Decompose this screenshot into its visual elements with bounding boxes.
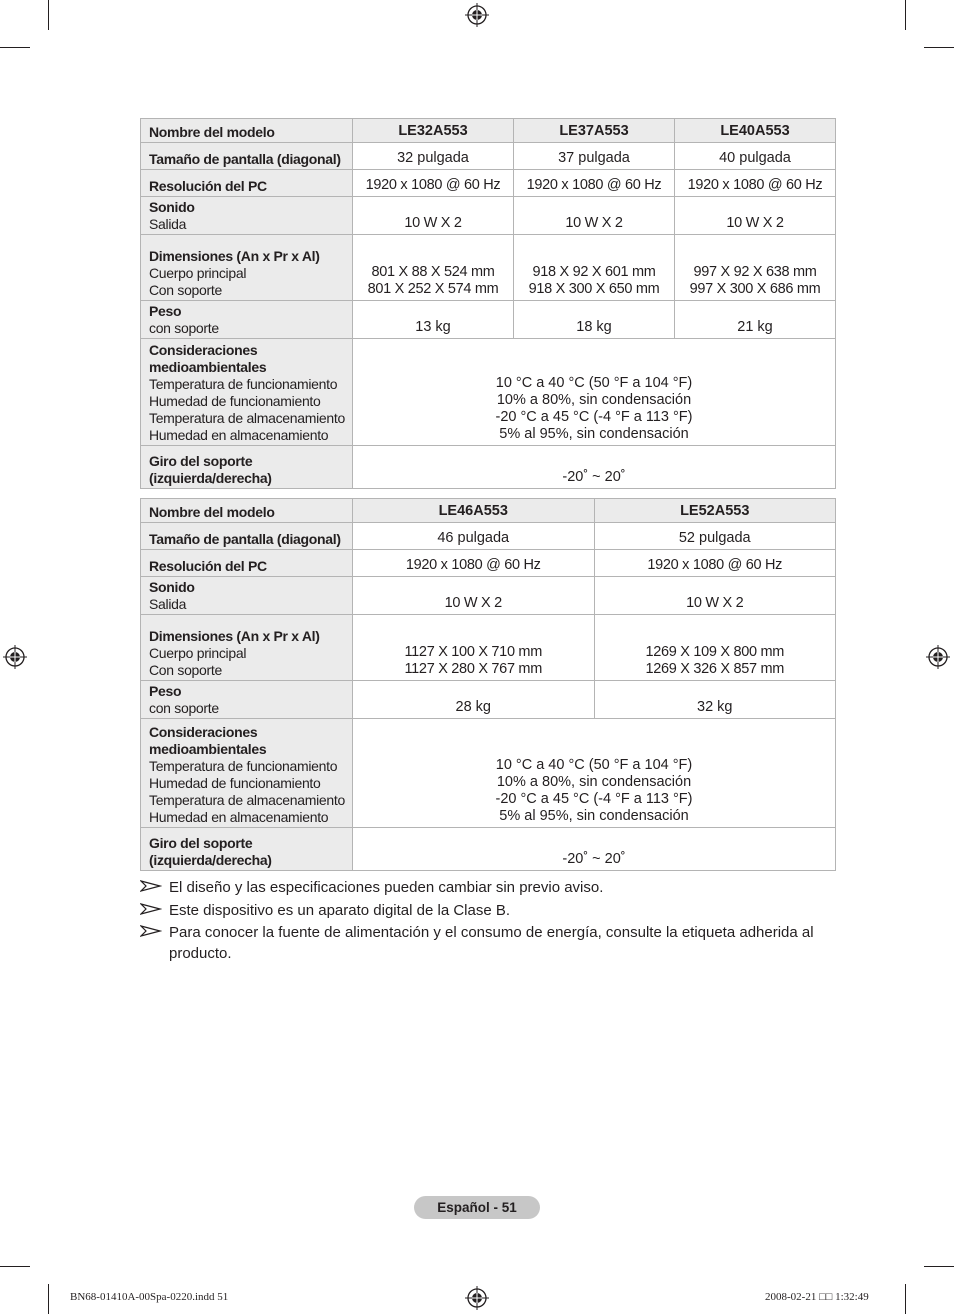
env-label: medioambientales — [149, 359, 267, 375]
crop-mark — [924, 1266, 954, 1267]
model-label: Nombre del modelo — [149, 124, 275, 140]
row-label — [141, 681, 353, 719]
table-row — [141, 143, 836, 170]
env-sub: Humedad de funcionamiento — [149, 775, 321, 791]
env-value: 5% al 95%, sin condensación — [499, 426, 689, 442]
row-label — [141, 499, 353, 523]
dim-body: 801 X 88 X 524 mm — [371, 264, 495, 280]
note-text: Para conocer la fuente de alimentación y el consumo de energía, consulte la etiqueta adherida al producto. — [169, 924, 814, 962]
model-name: LE37A553 — [514, 119, 675, 143]
table-row — [141, 339, 836, 446]
model-name: LE32A553 — [353, 119, 514, 143]
swivel-label: Giro del soporte — [149, 453, 253, 469]
sound-sub: Salida — [149, 596, 187, 612]
table-row — [141, 550, 836, 577]
table-row — [141, 615, 836, 681]
env-values — [353, 719, 836, 828]
dimensions-sub: Cuerpo principal — [149, 265, 247, 281]
row-label — [141, 197, 353, 235]
note-text: Este dispositivo es un aparato digital de la Clase B. — [169, 901, 511, 919]
resolution: 1920 x 1080 @ 60 Hz — [675, 170, 836, 197]
screen-size: 40 pulgada — [675, 143, 836, 170]
model-name: LE46A553 — [353, 499, 595, 523]
env-sub: Humedad en almacenamiento — [149, 427, 329, 443]
dimensions-label: Dimensiones (An x Pr x Al) — [149, 248, 320, 264]
sound-output: 10 W X 2 — [514, 197, 675, 235]
env-value: -20 °C a 45 °C (-4 °F a 113 °F) — [495, 409, 693, 425]
dim-stand: 997 X 300 X 686 mm — [689, 281, 821, 297]
note-arrow-icon — [140, 901, 162, 919]
resolution-label: Resolución del PC — [149, 558, 267, 574]
weight-sub: con soporte — [149, 320, 219, 336]
weight-label: Peso — [149, 683, 182, 699]
sound-output: 10 W X 2 — [353, 197, 514, 235]
crop-mark — [48, 0, 49, 30]
screen-size: 32 pulgada — [353, 143, 514, 170]
env-sub: Humedad en almacenamiento — [149, 809, 329, 825]
resolution: 1920 x 1080 @ 60 Hz — [594, 550, 836, 577]
screen-label: Tamaño de pantalla (diagonal) — [149, 531, 341, 547]
note-item — [140, 901, 840, 922]
dim-stand: 1127 X 280 X 767 mm — [404, 661, 542, 677]
table-row — [141, 197, 836, 235]
screen-size: 37 pulgada — [514, 143, 675, 170]
env-sub: Temperatura de funcionamiento — [149, 758, 338, 774]
env-label: Consideraciones — [149, 724, 258, 740]
dim-stand: 918 X 300 X 650 mm — [528, 281, 660, 297]
spec-table-1 — [140, 118, 836, 489]
dimensions-label: Dimensiones (An x Pr x Al) — [149, 628, 320, 644]
crop-mark — [0, 1266, 30, 1267]
table-row — [141, 446, 836, 489]
row-label — [141, 719, 353, 828]
model-name: LE52A553 — [594, 499, 836, 523]
env-sub: Temperatura de almacenamiento — [149, 792, 345, 808]
swivel-value: -20˚ ~ 20˚ — [353, 446, 836, 489]
screen-size: 46 pulgada — [353, 523, 595, 550]
env-value: 5% al 95%, sin condensación — [499, 808, 689, 824]
resolution: 1920 x 1080 @ 60 Hz — [514, 170, 675, 197]
env-sub: Temperatura de funcionamiento — [149, 376, 338, 392]
env-value: 10 °C a 40 °C (50 °F a 104 °F) — [495, 757, 693, 773]
notes-list — [140, 878, 840, 966]
table-row — [141, 301, 836, 339]
spec-table-2 — [140, 498, 836, 871]
table-row — [141, 681, 836, 719]
row-label — [141, 615, 353, 681]
resolution: 1920 x 1080 @ 60 Hz — [353, 550, 595, 577]
row-label — [141, 577, 353, 615]
env-value: 10% a 80%, sin condensación — [496, 392, 692, 408]
weight: 18 kg — [514, 301, 675, 339]
sound-label: Sonido — [149, 199, 195, 215]
table-row — [141, 577, 836, 615]
registration-mark-icon — [926, 645, 950, 669]
table-row — [141, 170, 836, 197]
dimensions-sub: Cuerpo principal — [149, 645, 247, 661]
swivel-label: (izquierda/derecha) — [149, 852, 272, 868]
row-label — [141, 339, 353, 446]
dimensions — [675, 235, 836, 301]
note-item — [140, 923, 840, 964]
swivel-value: -20˚ ~ 20˚ — [353, 828, 836, 871]
weight-sub: con soporte — [149, 700, 219, 716]
table-row — [141, 235, 836, 301]
weight: 32 kg — [594, 681, 836, 719]
dimensions-sub: Con soporte — [149, 662, 222, 678]
crop-mark — [48, 1284, 49, 1314]
dimensions — [353, 235, 514, 301]
crop-mark — [0, 47, 30, 48]
note-arrow-icon — [140, 923, 162, 941]
crop-mark — [924, 47, 954, 48]
dimensions-sub: Con soporte — [149, 282, 222, 298]
row-label — [141, 828, 353, 871]
note-text: El diseño y las especificaciones pueden cambiar sin previo aviso. — [169, 879, 604, 896]
dim-body: 918 X 92 X 601 mm — [532, 264, 656, 280]
env-values — [353, 339, 836, 446]
screen-label: Tamaño de pantalla (diagonal) — [149, 151, 341, 167]
page-number-badge: Español - 51 — [414, 1196, 540, 1219]
sound-output: 10 W X 2 — [353, 577, 595, 615]
row-label — [141, 235, 353, 301]
row-label — [141, 550, 353, 577]
crop-mark — [905, 0, 906, 30]
table-row — [141, 523, 836, 550]
dim-body: 1269 X 109 X 800 mm — [645, 644, 785, 660]
dim-stand: 801 X 252 X 574 mm — [367, 281, 499, 297]
note-arrow-icon — [140, 878, 162, 896]
dimensions — [594, 615, 836, 681]
env-value: 10% a 80%, sin condensación — [496, 774, 692, 790]
weight: 28 kg — [353, 681, 595, 719]
env-sub: Humedad de funcionamiento — [149, 393, 321, 409]
crop-mark — [905, 1284, 906, 1314]
note-item — [140, 878, 840, 899]
row-label — [141, 301, 353, 339]
dim-body: 997 X 92 X 638 mm — [693, 264, 817, 280]
screen-size: 52 pulgada — [594, 523, 836, 550]
row-label — [141, 170, 353, 197]
table-row — [141, 499, 836, 523]
env-sub: Temperatura de almacenamiento — [149, 410, 345, 426]
dim-stand: 1269 X 326 X 857 mm — [645, 661, 785, 677]
model-label: Nombre del modelo — [149, 504, 275, 520]
resolution-label: Resolución del PC — [149, 178, 267, 194]
footer-file: BN68-01410A-00Spa-0220.indd 51 — [70, 1291, 229, 1303]
swivel-label: Giro del soporte — [149, 835, 253, 851]
row-label — [141, 446, 353, 489]
registration-mark-icon — [3, 645, 27, 669]
weight: 13 kg — [353, 301, 514, 339]
sound-output: 10 W X 2 — [594, 577, 836, 615]
row-label — [141, 119, 353, 143]
registration-mark-icon — [465, 3, 489, 27]
env-label: medioambientales — [149, 741, 267, 757]
weight-label: Peso — [149, 303, 182, 319]
env-value: -20 °C a 45 °C (-4 °F a 113 °F) — [495, 791, 693, 807]
env-label: Consideraciones — [149, 342, 258, 358]
footer-date: 2008-02-21 □□ 1:32:49 — [765, 1291, 869, 1303]
dimensions — [353, 615, 595, 681]
sound-label: Sonido — [149, 579, 195, 595]
env-value: 10 °C a 40 °C (50 °F a 104 °F) — [495, 375, 693, 391]
dimensions — [514, 235, 675, 301]
table-row — [141, 719, 836, 828]
sound-sub: Salida — [149, 216, 187, 232]
dim-body: 1127 X 100 X 710 mm — [404, 644, 542, 660]
table-row — [141, 119, 836, 143]
model-name: LE40A553 — [675, 119, 836, 143]
table-row — [141, 828, 836, 871]
registration-mark-icon — [465, 1286, 489, 1310]
sound-output: 10 W X 2 — [675, 197, 836, 235]
row-label — [141, 143, 353, 170]
weight: 21 kg — [675, 301, 836, 339]
swivel-label: (izquierda/derecha) — [149, 470, 272, 486]
row-label — [141, 523, 353, 550]
resolution: 1920 x 1080 @ 60 Hz — [353, 170, 514, 197]
